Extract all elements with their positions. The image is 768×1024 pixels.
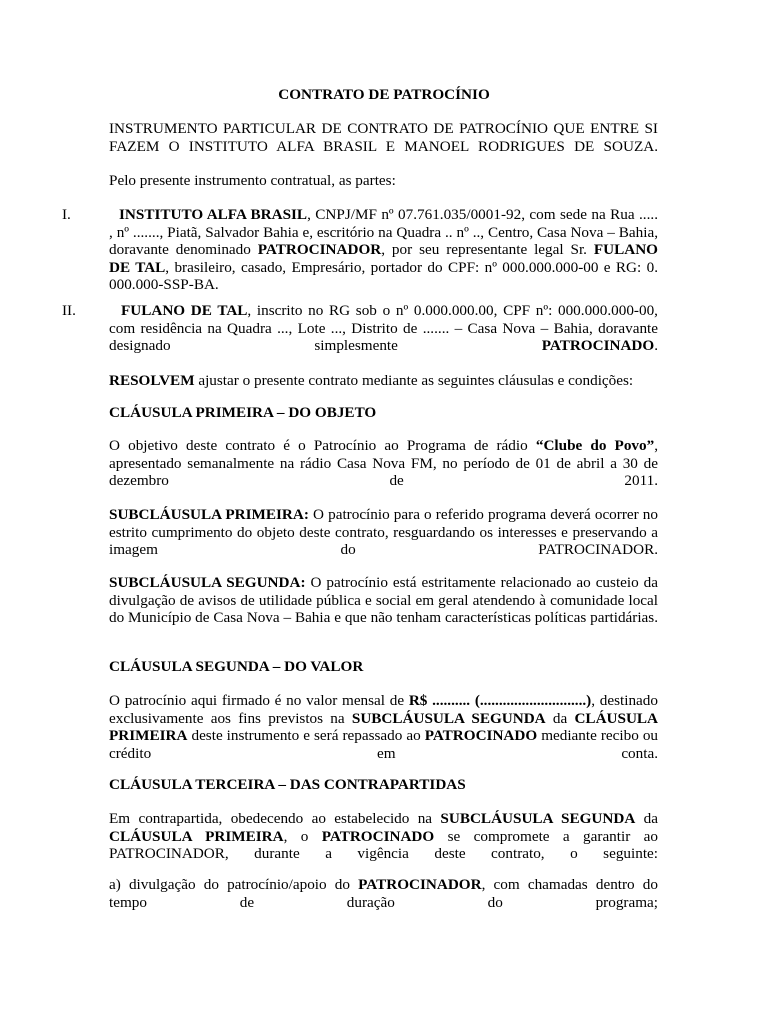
- clausula-2-ref-3: PATROCINADO: [424, 727, 538, 744]
- party-1-numeral: I.: [62, 206, 71, 223]
- party-1-representative: FULANO DE TAL: [109, 241, 658, 276]
- clausula-1-paragraph: [109, 437, 658, 507]
- subclausula-1-paragraph: [109, 506, 658, 576]
- resolvem-paragraph: [109, 372, 658, 390]
- clausula-3-ref-2: CLÁUSULA PRIMEIRA: [109, 827, 284, 845]
- clausula-3-item-a: [109, 876, 658, 929]
- clausula-3-text-1: Em contrapartida, obedecendo ao estabelecido na: [109, 810, 441, 827]
- item-a-role: PATROCINADOR: [358, 876, 482, 893]
- subclausula-1-text: O patrocínio para o referido programa deverá ocorrer no estrito cumprimento do objeto deste contrato, resguardando os interesses e preservando a imagem do PATROCINADOR.: [109, 506, 658, 558]
- party-2-name: FULANO DE TAL: [121, 302, 248, 319]
- resolvem-bold: RESOLVEM: [109, 372, 195, 389]
- clausula-2-text-4: deste instrumento e será repassado ao: [187, 727, 425, 744]
- clausula-2-paragraph: [109, 692, 658, 780]
- party-2-numeral: II.: [62, 302, 76, 319]
- clausula-2-heading: [109, 658, 658, 676]
- party-1-text-3: , brasileiro, casado, Empresário, portador do CPF: nº 000.000.000-00 e RG: 0. 000.000-SSP-BA.: [109, 258, 658, 293]
- party-2-text-2: .: [654, 337, 658, 354]
- clausula-3-heading-text: CLÁUSULA TERCEIRA – DAS CONTRAPARTIDAS: [109, 776, 466, 793]
- program-name: “Clube do Povo”: [535, 437, 655, 454]
- item-a-text-1: a) divulgação do patrocínio/apoio do: [109, 876, 359, 893]
- party-2-paragraph: [109, 302, 658, 372]
- party-1-name: INSTITUTO ALFA BRASIL: [119, 206, 308, 223]
- clausula-2-text-5: mediante recibo ou crédito em conta.: [109, 727, 659, 762]
- party-2-text-1: , inscrito no RG sob o nº 0.000.000.00, CPF nº: 000.000.000-00, com residência na Quadra ..., Lote ..., Distrito de ....... – Casa Nova – Bahia, doravante designado simplesmente: [109, 302, 658, 354]
- party-1-paragraph: [109, 206, 658, 311]
- subclausula-2-text: O patrocínio está estritamente relacionado ao custeio da divulgação de avisos de utilidade pública e social em geral atendendo à comunidade local do Município de Casa Nova – Bahia e que não tenham características políticas partidárias.: [109, 574, 658, 626]
- subclausula-1-label: SUBCLÁUSULA PRIMEIRA:: [109, 506, 309, 523]
- party-2-role: PATROCINADO: [541, 337, 655, 354]
- subclausula-2-paragraph: [109, 574, 658, 644]
- clausula-3-ref-1: SUBCLÁUSULA SEGUNDA: [440, 810, 636, 827]
- party-1-text-2: , por seu representante legal Sr.: [381, 241, 594, 258]
- item-a-text-2: , com chamadas dentro do tempo de duração do programa;: [109, 876, 658, 911]
- clausula-3-text-4: se compromete a garantir ao PATROCINADOR, durante a vigência deste contrato, o seguinte:: [109, 827, 658, 862]
- party-1-role: PATROCINADOR: [257, 241, 382, 258]
- clausula-3-paragraph: [109, 810, 658, 880]
- document-title: CONTRATO DE PATROCÍNIO: [278, 86, 490, 103]
- clausula-2-ref-2: CLÁUSULA PRIMEIRA: [109, 709, 659, 744]
- clausula-1-heading-text: CLÁUSULA PRIMEIRA – DO OBJETO: [109, 404, 377, 421]
- clausula-2-text-1: O patrocínio aqui firmado é no valor mensal de: [109, 692, 409, 709]
- clausula-1-heading: [109, 404, 658, 422]
- subclausula-2-label: SUBCLÁUSULA SEGUNDA:: [109, 574, 306, 591]
- clausula-3-text-3: , o: [283, 827, 322, 845]
- clausula-3-heading: [109, 776, 658, 794]
- party-1-text-1: , CNPJ/MF nº 07.761.035/0001-92, com sede na Rua ..... , nº ......., Piatã, Salvador Bahia e, escritório na Quadra .. nº .., Centro, Casa Nova – Bahia, doravante denominado: [109, 206, 658, 258]
- sponsorship-value: R$ .......... (............................): [408, 692, 592, 709]
- clausula-2-heading-text: CLÁUSULA SEGUNDA – DO VALOR: [109, 658, 364, 675]
- clausula-3-ref-3: PATROCINADO: [321, 827, 435, 845]
- intro-paragraph: Pelo presente instrumento contratual, as partes:: [109, 172, 396, 189]
- clausula-1-text-b: , apresentado semanalmente na rádio Casa Nova FM, no período de 01 de abril a 30 de dezembro de 2011.: [109, 437, 659, 489]
- resolvem-text: ajustar o presente contrato mediante as seguintes cláusulas e condições:: [194, 372, 634, 389]
- clausula-2-ref-1: SUBCLÁUSULA SEGUNDA: [351, 709, 546, 727]
- clausula-1-text-a: O objetivo deste contrato é o Patrocínio ao Programa de rádio: [109, 437, 536, 454]
- clausula-2-text-3: da: [545, 709, 575, 727]
- instrument-paragraph: INSTRUMENTO PARTICULAR DE CONTRATO DE PATROCÍNIO QUE ENTRE SI FAZEM O INSTITUTO ALFA BRASIL E MANOEL RODRIGUES DE SOUZA.: [109, 120, 658, 155]
- clausula-2-text-2: , destinado exclusivamente aos fins previstos na: [109, 692, 658, 727]
- clausula-3-text-2: da: [635, 810, 658, 827]
